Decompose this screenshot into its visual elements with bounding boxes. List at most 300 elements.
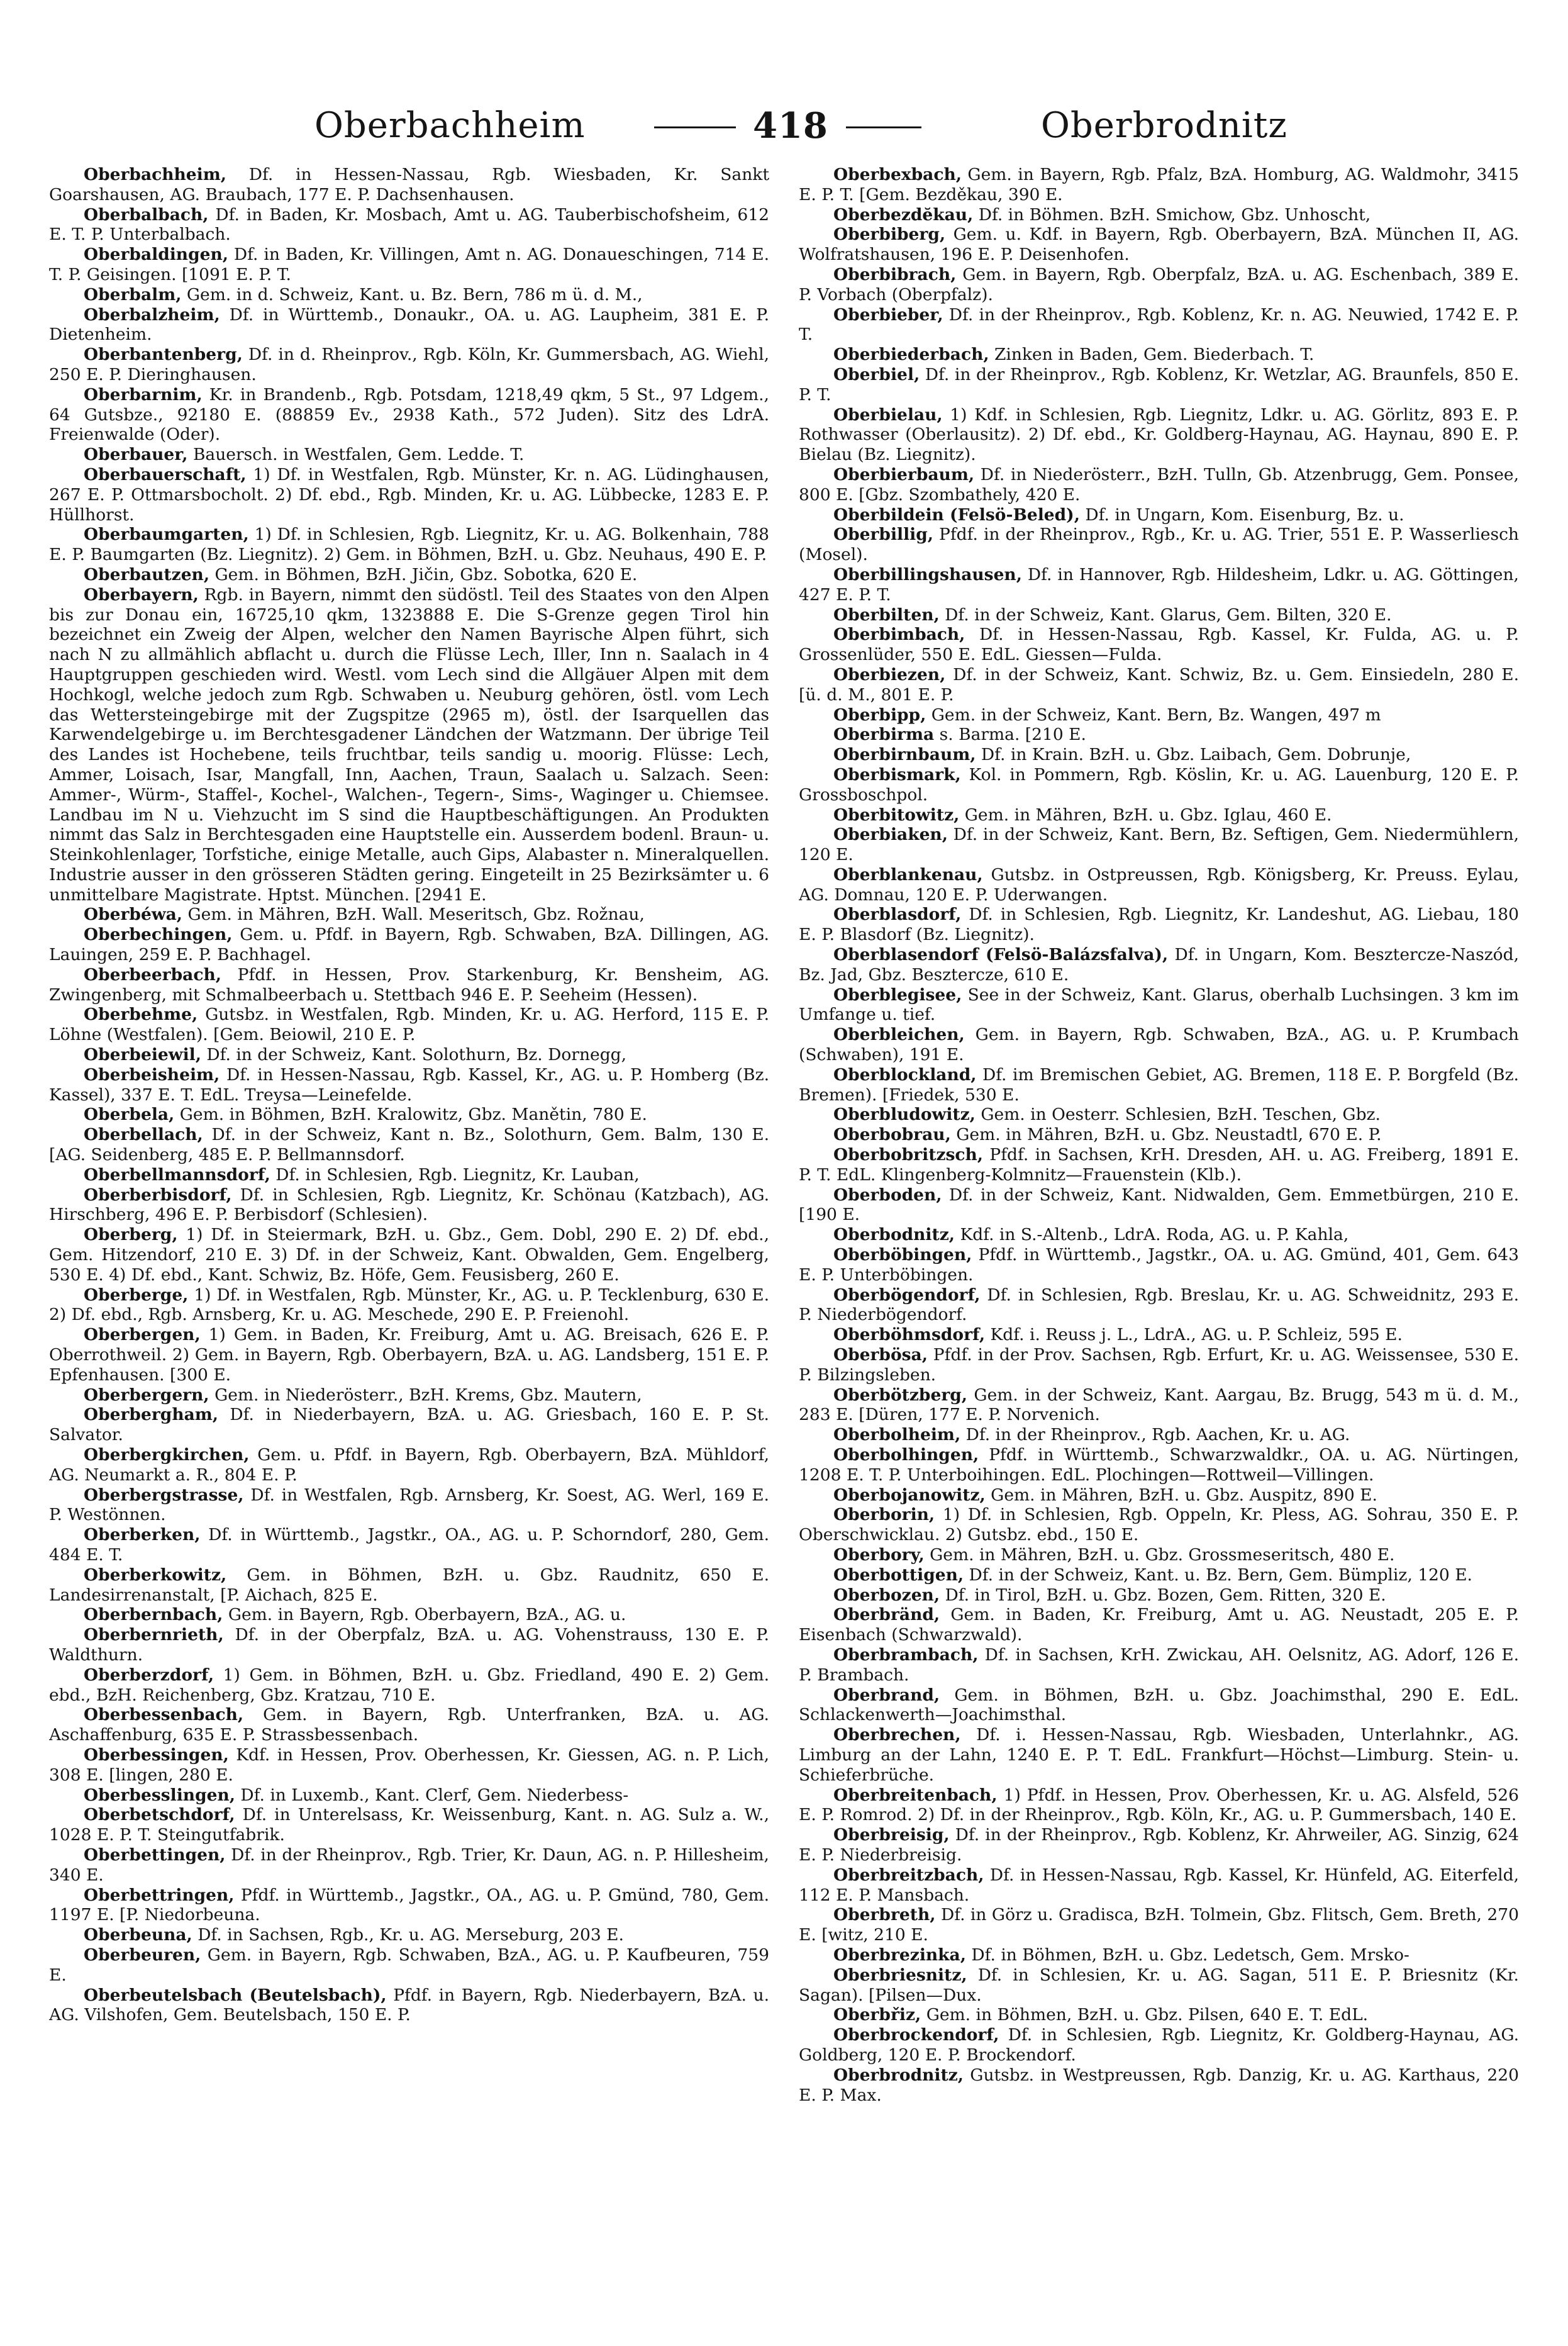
entry-text: 1) Pfdf. in Hessen, Prov. Oberhessen, Kr. u. AG. Alsfeld, 526 E. P. Romrod. 2) Df. in der Rheinprov., Rgb. Köln, Kr., AG. u. P. Gummersbach, 140 E. [799,1785,1519,1825]
gazetteer-entry [799,345,1519,365]
gazetteer-entry [49,1845,769,1885]
entry-text: Gem. in Böhmen, BzH. u. Gbz. Raudnitz, 650 E. Landesirrenanstalt, [P. Aichach, 825 E. [49,1565,769,1605]
gazetteer-entry [49,1005,769,1045]
gazetteer-entry [49,345,769,385]
entry-text: 1) Gem. in Böhmen, BzH. u. Gbz. Friedland, 490 E. 2) Gem. ebd., BzH. Reichenberg, Gbz. Kratzau, 710 E. [49,1665,769,1705]
gazetteer-entry [799,1145,1519,1185]
gazetteer-entry [49,1385,769,1405]
entry-text: Bauersch. in Westfalen, Gem. Ledde. T. [187,445,525,465]
entry-text: Df. in der Oberpfalz, BzA. u. AG. Vohenstrauss, 130 E. P. Waldthurn. [49,1625,769,1665]
entry-text: Df. in Schlesien, Kr. u. AG. Sagan, 511 E. P. Briesnitz (Kr. Sagan). [Pilsen—Dux. [799,1965,1519,2005]
entry-text: 1) Df. in Westfalen, Rgb. Münster, Kr. n. AG. Lüdinghausen, 267 E. P. Ottmarsbocholt. 2) Df. ebd., Rgb. Minden, Kr. u. AG. Lübbecke, 1283 E. P. Hüllhorst. [49,464,769,525]
entry-text: Gutsbz. in Ostpreussen, Rgb. Königsberg, Kr. Preuss. Eylau, AG. Domnau, 120 E. P. Uderwangen. [799,864,1519,905]
entry-headword: Oberbeutelsbach (Beutelsbach), [84,1985,387,2005]
entry-text: Gem. in der Schweiz, Kant. Aargau, Bz. Brugg, 543 m ü. d. M., 283 E. [Düren, 177 E. P. Norvenich. [799,1385,1519,1425]
entry-headword: Oberbéwa, [84,905,183,925]
gazetteer-entry [799,605,1519,625]
entry-text: Df. in Schlesien, Rgb. Breslau, Kr. u. AG. Schweidnitz, 293 E. P. Niederbögendorf. [799,1285,1519,1325]
gazetteer-entry [799,465,1519,505]
gazetteer-entry [799,1945,1519,1965]
entry-text: Gutsbz. in Westfalen, Rgb. Minden, Kr. u. AG. Herford, 115 E. P. Löhne (Westfalen). [Gem. Beiowil, 210 E. P. [49,1005,769,1045]
entry-text: Gem. in Bayern, Rgb. Unterfranken, BzA. u. AG. Aschaffenburg, 635 E. P. Strassbessenbach. [49,1705,769,1745]
entry-headword: Oberbeiewil, [84,1045,201,1065]
entry-headword: Oberberbisdorf, [84,1185,232,1205]
entry-headword: Oberborin, [833,1505,935,1525]
entry-text: Df. in Westfalen, Rgb. Arnsberg, Kr. Soest, AG. Werl, 169 E. P. Westönnen. [49,1485,769,1525]
entry-text: Df. in der Rheinprov., Rgb. Koblenz, Kr. Ahrweiler, AG. Sinzig, 624 E. P. Niederbreisig. [799,1825,1519,1865]
entry-headword: Oberbaumgarten, [84,525,249,545]
entry-text: Pfdf. in Württemb., Schwarzwaldkr., OA. u. AG. Nürtingen, 1208 E. T. P. Unterboihingen. EdL. Plochingen—Rottweil—Villingen. [799,1445,1519,1485]
gazetteer-entry [799,1125,1519,1145]
entry-headword: Oberbezdĕkau, [833,204,974,225]
entry-text: Gem. in Mähren, BzH. u. Gbz. Neustadtl, 670 E. P. [950,1125,1382,1145]
entry-headword: Oberbachheim, [84,165,226,184]
gazetteer-entry [799,1385,1519,1426]
gazetteer-entry [799,1505,1519,1545]
entry-text: Df. in Hannover, Rgb. Hildesheim, Ldkr. u. AG. Göttingen, 427 E. P. T. [799,564,1519,605]
entry-headword: Oberbergkirchen, [84,1445,250,1465]
entry-text: Df. in Krain. BzH. u. Gbz. Laibach, Gem. Dobrunje, [976,745,1411,765]
gazetteer-entry [49,165,769,205]
gazetteer-entry [49,1925,769,1945]
gazetteer-entry [49,1405,769,1445]
entry-headword: Oberbreitenbach, [833,1785,998,1805]
gazetteer-entry [799,2025,1519,2065]
gazetteer-entry [49,965,769,1005]
entry-headword: Oberbettingen, [84,1845,226,1865]
gazetteer-entry [49,305,769,345]
entry-text: Kr. in Brandenb., Rgb. Potsdam, 1218,49 qkm, 5 St., 97 Ldgem., 64 Gutsbze., 92180 E. (88859 Ev., 2938 Kath., 572 Juden). Sitz des LdrA. Freienwalde (Oder). [49,384,769,445]
entry-headword: Oberbobrau, [833,1125,951,1145]
gazetteer-entry [799,665,1519,705]
entry-text: Kdf. in Hessen, Prov. Oberhessen, Kr. Giessen, AG. n. P. Lich, 308 E. [lingen, 280 E. [49,1745,769,1785]
entry-headword: Oberbrezinka, [833,1945,966,1965]
entry-headword: Oberbiezen, [833,664,946,684]
entry-text: Df. in der Schweiz, Kant. Glarus, Gem. Bilten, 320 E. [939,605,1392,625]
gazetteer-entry [49,1445,769,1485]
gazetteer-entry [799,1585,1519,1606]
gazetteer-entry [799,905,1519,945]
gazetteer-entry [799,745,1519,765]
entry-headword: Oberbozen, [833,1585,940,1605]
entry-headword: Oberbibrach, [833,264,957,284]
entry-headword: Oberberkowitz, [84,1565,227,1585]
entry-headword: Oberbettringen, [84,1885,235,1905]
gazetteer-entry [799,625,1519,665]
entry-text: Df. in Böhmen, BzH. u. Gbz. Ledetsch, Gem. Mrsko- [965,1945,1410,1965]
gazetteer-entry [799,2005,1519,2025]
gazetteer-entry [799,945,1519,985]
gazetteer-entry [799,1685,1519,1726]
entry-headword: Oberbipp, [833,705,926,725]
gazetteer-entry [49,1105,769,1125]
gazetteer-entry [799,1285,1519,1326]
entry-headword: Oberbirnbaum, [833,745,976,765]
gazetteer-entry [49,385,769,445]
entry-text: Df. in Hessen-Nassau, Rgb. Kassel, Kr., AG. u. P. Homberg (Bz. Kassel), 337 E. T. EdL. Treysa—Leinefelde. [49,1064,769,1105]
entry-text: 1) Df. in Schlesien, Rgb. Oppeln, Kr. Pless, AG. Sohrau, 350 E. P. Oberschwicklau. 2) Gutsbz. ebd., 150 E. [799,1505,1519,1545]
gazetteer-entry [49,905,769,925]
gazetteer-entry [799,2065,1519,2106]
entry-headword: Oberbergham, [84,1405,219,1425]
entry-headword: Oberbessingen, [84,1745,229,1765]
gazetteer-entry [799,1225,1519,1245]
entry-headword: Oberbillig, [833,525,933,545]
gazetteer-entry [799,1425,1519,1445]
entry-headword: Oberbeuna, [84,1925,192,1945]
entry-headword: Oberbieber, [833,304,943,325]
entry-text: Gutsbz. in Westpreussen, Rgb. Danzig, Kr. u. AG. Karthaus, 220 E. P. Max. [799,2065,1519,2105]
entry-text: Gem. in Bayern, Rgb. Schwaben, BzA., AG. u. P. Krumbach (Schwaben), 191 E. [799,1025,1519,1065]
entry-headword: Oberberken, [84,1525,201,1545]
gazetteer-entry [49,1665,769,1706]
gazetteer-entry [799,825,1519,865]
entry-text: Gem. in Bayern, Rgb. Schwaben, BzA., AG. u. P. Kaufbeuren, 759 E. [49,1945,769,1985]
entry-text: Df. in der Schweiz, Kant n. Bz., Solothurn, Gem. Balm, 130 E. [AG. Seidenberg, 485 E. P. Bellmannsdorf. [49,1125,769,1165]
entry-text: Gem. in Böhmen, BzH. u. Gbz. Joachimsthal, 290 E. EdL. Schlackenwerth—Joachimsthal. [799,1685,1519,1725]
gazetteer-entry [799,805,1519,825]
entry-text: Gem. in Mähren, BzH. u. Gbz. Auspitz, 890 E. [985,1485,1377,1505]
entry-text: Gem. in Mähren, BzH. u. Gbz. Grossmeseritsch, 480 E. [924,1544,1395,1565]
gazetteer-entry [799,205,1519,225]
entry-headword: Oberblockland, [833,1064,977,1085]
entry-text: Df. in Niederösterr., BzH. Tulln, Gb. Atzenbrugg, Gem. Ponsee, 800 E. [Gbz. Szombathely, 420 E. [799,464,1519,505]
entry-headword: Oberbilten, [833,605,940,625]
entry-text: Df. in Ungarn, Kom. Besztercze-Naszód, Bz. Jad, Gbz. Besztercze, 610 E. [799,945,1519,985]
entry-headword: Oberbautzen, [84,564,210,584]
gazetteer-entry [49,525,769,565]
entry-headword: Oberbela, [84,1105,175,1125]
entry-text: Df. i. Hessen-Nassau, Rgb. Wiesbaden, Unterlahnkr., AG. Limburg an der Lahn, 1240 E. P. T. EdL. Frankfurt—Höchst—Limburg. Stein- u. Schieferbrüche. [799,1725,1519,1785]
gazetteer-entry [49,1885,769,1926]
entry-headword: Oberbřiz, [833,2005,921,2025]
gazetteer-entry [799,1545,1519,1565]
entry-headword: Oberbarnim, [84,384,203,405]
entry-headword: Oberbreisig, [833,1825,950,1845]
gazetteer-entry [49,1605,769,1625]
entry-headword: Oberbillingshausen, [833,564,1022,584]
entry-text: Df. in Görz u. Gradisca, BzH. Tolmein, Gbz. Flitsch, Gem. Breth, 270 E. [witz, 210 E. [799,1905,1519,1945]
entry-text: Gem. in Mähren, BzH. u. Gbz. Iglau, 460 E. [959,805,1332,825]
entry-headword: Oberbeisheim, [84,1064,220,1085]
entry-headword: Oberbantenberg, [84,345,243,365]
entry-text: 1) Kdf. in Schlesien, Rgb. Liegnitz, Ldkr. u. AG. Görlitz, 893 E. P. Rothwasser (Oberlausitz). 2) Df. ebd., Kr. Goldberg-Haynau, AG. Haynau, 890 E. P. Bielau (Bz. Liegnitz). [799,405,1519,465]
entry-text: Pfdf. in Sachsen, KrH. Dresden, AH. u. AG. Freiberg, 1891 E. P. T. EdL. Klingenberg-Kolmnitz—Frauenstein (Klb.). [799,1145,1519,1185]
entry-text: Df. in der Rheinprov., Rgb. Koblenz, Kr. n. AG. Neuwied, 1742 E. P. T. [799,304,1519,345]
entry-headword: Oberbetschdorf, [84,1805,235,1825]
entry-headword: Oberbreth, [833,1905,936,1925]
entry-text: Df. in Baden, Kr. Mosbach, Amt u. AG. Tauberbischofsheim, 612 E. T. P. Unterbalbach. [49,204,769,245]
entry-text: Df. in Niederbayern, BzA. u. AG. Griesbach, 160 E. P. St. Salvator. [49,1405,769,1445]
gazetteer-entry [49,585,769,905]
entry-headword: Oberbalm, [84,284,182,304]
gazetteer-entry [799,305,1519,345]
entry-headword: Oberbiaken, [833,825,948,845]
entry-headword: Oberbayern, [84,584,199,605]
gazetteer-entry [49,285,769,305]
entry-headword: Oberbellmannsdorf, [84,1165,270,1185]
gazetteer-entry [799,365,1519,405]
entry-text: Df. in Schlesien, Rgb. Liegnitz, Kr. Schönau (Katzbach), AG. Hirschberg, 496 E. P. Berbisdorf (Schlesien). [49,1185,769,1225]
entry-headword: Oberböhmsdorf, [833,1325,986,1345]
entry-headword: Oberbalbach, [84,204,209,225]
gazetteer-entry [799,765,1519,805]
entry-headword: Oberberzdorf, [84,1665,214,1685]
entry-headword: Oberbottigen, [833,1565,964,1585]
entry-headword: Oberbriesnitz, [833,1965,967,1985]
gazetteer-entry [49,1525,769,1565]
entry-headword: Oberbehme, [84,1005,198,1025]
gazetteer-entry [799,1485,1519,1505]
entry-text: Pfdf. in Württemb., Jagstkr., OA. u. AG. Gmünd, 401, Gem. 643 E. P. Unterböbingen. [799,1245,1519,1285]
entry-text: Df. in Hessen-Nassau, Rgb. Kassel, Kr. Fulda, AG. u. P. Grossenlüder, 550 E. EdL. Giessen—Fulda. [799,625,1519,665]
entry-text: Kdf. in S.-Altenb., LdrA. Roda, AG. u. P. Kahla, [955,1225,1349,1245]
entry-text: Df. in Luxemb., Kant. Clerf, Gem. Niederbess- [235,1785,629,1805]
entry-text: Df. in der Rheinprov., Rgb. Aachen, Kr. u. AG. [960,1425,1350,1445]
entry-text: Gem. u. Pfdf. in Bayern, Rgb. Oberbayern, BzA. Mühldorf, AG. Neumarkt a. R., 804 E. P. [49,1445,769,1485]
entry-headword: Oberbellach, [84,1125,203,1145]
entry-text: Gem. in Böhmen, BzH. u. Gbz. Pilsen, 640 E. T. EdL. [921,2005,1369,2025]
entry-text: Df. im Bremischen Gebiet, AG. Bremen, 118 E. P. Borgfeld (Bz. Bremen). [Friedek, 530 E. [799,1064,1519,1105]
gazetteer-entry [49,1285,769,1326]
entry-text: Gem. u. Kdf. in Bayern, Rgb. Oberbayern, BzA. München II, AG. Wolfratshausen, 196 E. P. Deisenhofen. [799,225,1519,265]
entry-headword: Oberbechingen, [84,925,233,945]
entry-headword: Oberbiederbach, [833,345,989,365]
gazetteer-entry [49,1185,769,1226]
entry-text: Gem. u. Pfdf. in Bayern, Rgb. Schwaben, BzA. Dillingen, AG. Lauingen, 259 E. P. Bachhagel. [49,925,769,965]
entry-text: Df. in Tirol, BzH. u. Gbz. Bozen, Gem. Ritten, 320 E. [940,1585,1386,1605]
entry-headword: Oberbrodnitz, [833,2065,964,2085]
entry-text: Df. in der Rheinprov., Rgb. Koblenz, Kr. Wetzlar, AG. Braunfels, 850 E. P. T. [799,364,1519,405]
entry-text: Rgb. in Bayern, nimmt den südöstl. Teil des Staates von den Alpen bis zur Donau ein, 16725,10 qkm, 1323888 E. Die S-Grenze gegen Tirol hin bezeichnet ein Zweig der Alpen, welcher den Namen Bayrische Alpen führt, sich nach N zu allmählich abflacht u. durch die Flüsse Lech, Iller, Inn n. Saalach in 4 Hauptgruppen geschieden wird. Westl. vom Lech sind die Allgäuer Alpen mit dem Hochkogl, welche jedoch zum Rgb. Schwaben u. Neuburg gehören, östl. vom Lech das Wettersteingebirge mit der Zugspitze (2965 m), östl. der Isarquellen das Karwendelgebirge u. im Berchtesgadener Ländchen der Watzmann. Der übrige Teil des Landes ist Hochebene, teils fruchtbar, teils sandig u. moorig. Flüsse: Lech, Ammer, Loisach, Isar, Mangfall, Inn, Aachen, Traun, Saalach u. Salzach. Seen: Ammer-, Würm-, Staffel-, Kochel-, Walchen-, Tegern-, Sims-, Waginger u. Chiemsee. Landbau im N u. Viehzucht im S sind die Hauptbeschäftigungen. An Produkten nimmt das Salz in Berchtesgaden eine Hauptstelle ein. Ausserdem bodenl. Braun- u. Steinkohlenlager, Torfstiche, einige Metalle, auch Gips, Alabaster n. Mineralquellen. Industrie ausser in den grösseren Städten gering. Eingeteilt in 25 Bezirksämter u. 6 unmittelbare Magistrate. Hptst. München. [2941 E. [49,584,769,905]
entry-headword: Oberbismark, [833,764,961,785]
entry-headword: Oberbleichen, [833,1025,965,1045]
entry-headword: Oberbalzheim, [84,304,220,325]
gazetteer-entry [799,1325,1519,1345]
entry-headword: Oberbolhingen, [833,1445,979,1465]
entry-headword: Oberbielau, [833,405,943,425]
entry-headword: Oberbergern, [84,1385,209,1405]
gazetteer-entry [49,1785,769,1806]
entry-text: Df. in Unterelsass, Kr. Weissenburg, Kant. n. AG. Sulz a. W., 1028 E. P. T. Steingutfabrik. [49,1805,769,1845]
gazetteer-entry [49,1945,769,1986]
entry-text: Kol. in Pommern, Rgb. Köslin, Kr. u. AG. Lauenburg, 120 E. P. Grossboschpol. [799,764,1519,805]
entry-headword: Oberbexbach, [833,165,962,184]
gazetteer-entry [799,865,1519,905]
gazetteer-entry [49,1485,769,1526]
entry-text: Gem. in Bayern, Rgb. Oberbayern, BzA., AG. u. [223,1605,626,1625]
gazetteer-entry [799,1605,1519,1645]
entry-headword: Oberbrand, [833,1685,940,1705]
entry-text: Gem. in d. Schweiz, Kant. u. Bz. Bern, 786 m ü. d. M., [181,284,643,304]
entry-text: Pfdf. in der Prov. Sachsen, Rgb. Erfurt, Kr. u. AG. Weissensee, 530 E. P. Bilzingsleben. [799,1345,1519,1385]
entry-headword: Oberbrambach, [833,1645,979,1665]
gazetteer-entry [799,1565,1519,1585]
entry-headword: Oberblasendorf (Felsö-Balázsfalva), [833,945,1169,965]
entry-headword: Oberbögendorf, [833,1285,981,1305]
entry-headword: Oberbernrieth, [84,1625,224,1645]
gazetteer-entry [799,1105,1519,1125]
entry-text: 1) Df. in Westfalen, Rgb. Münster, Kr., AG. u. P. Tecklenburg, 630 E. 2) Df. ebd., Rgb. Arnsberg, Kr. u. AG. Meschede, 290 E. P. Freienohl. [49,1285,769,1325]
gazetteer-entry [799,225,1519,265]
page-header [0,94,1568,157]
entry-text: Df. in Ungarn, Kom. Eisenburg, Bz. u. [1079,505,1404,525]
entry-text: Gem. in Niederösterr., BzH. Krems, Gbz. Mautern, [209,1385,642,1405]
entry-text: Df. in Schlesien, Rgb. Liegnitz, Kr. Lauban, [270,1165,640,1185]
gazetteer-entry [799,505,1519,525]
gazetteer-entry [799,1965,1519,2006]
page-number: 418 [753,105,828,147]
entry-text: s. Barma. [210 E. [934,725,1086,745]
entry-headword: Oberbauerschaft, [84,464,247,484]
entry-text: Df. in der Schweiz, Kant. Schwiz, Bz. u. Gem. Einsiedeln, 280 E. [ü. d. M., 801 E. P. [799,664,1519,705]
entry-headword: Oberbory, [833,1544,925,1565]
entry-text: Df. in d. Rheinprov., Rgb. Köln, Kr. Gummersbach, AG. Wiehl, 250 E. P. Dieringhausen. [49,345,769,384]
entry-headword: Oberbodnitz, [833,1225,955,1245]
gazetteer-entry [49,1565,769,1606]
gazetteer-entry [799,265,1519,305]
entry-headword: Oberberge, [84,1285,189,1305]
entry-text: Gem. in der Schweiz, Kant. Bern, Bz. Wangen, 497 m [926,705,1381,725]
header-rule-right [846,126,921,128]
entry-text: Df. in Sachsen, Rgb., Kr. u. AG. Merseburg, 203 E. [192,1925,624,1945]
gazetteer-entry [799,1185,1519,1226]
entry-headword: Oberbludowitz, [833,1105,976,1125]
gazetteer-entry [49,1325,769,1385]
gazetteer-entry [799,405,1519,465]
gazetteer-entry [49,1986,769,2026]
running-head-left: Oberbachheim [314,105,586,146]
gazetteer-entry [49,1225,769,1285]
entry-headword: Oberbitowitz, [833,805,960,825]
gazetteer-entry [799,1025,1519,1065]
entry-headword: Oberbierbaum, [833,464,975,484]
entry-text: Df. in Hessen-Nassau, Rgb. Wiesbaden, Kr. Sankt Goarshausen, AG. Braubach, 177 E. P. Dachsenhausen. [49,165,769,204]
gazetteer-entry [49,1125,769,1165]
gazetteer-entry [799,1065,1519,1105]
entry-headword: Oberbauer, [84,445,188,465]
running-head-right: Oberbrodnitz [1041,105,1287,146]
gazetteer-entry [49,1625,769,1665]
entry-text: Zinken in Baden, Gem. Biederbach. T. [989,345,1315,365]
gazetteer-entry [49,245,769,285]
entry-headword: Oberbösa, [833,1345,928,1365]
entry-headword: Oberbrechen, [833,1725,961,1745]
gazetteer-entry [799,1905,1519,1945]
entry-text: Df. in Hessen-Nassau, Rgb. Kassel, Kr. Hünfeld, AG. Eiterfeld, 112 E. P. Mansbach. [799,1865,1519,1905]
entry-headword: Oberbergen, [84,1325,201,1345]
entry-text: Df. in Schlesien, Rgb. Liegnitz, Kr. Landeshut, AG. Liebau, 180 E. P. Blasdorf (Bz. Liegnitz). [799,905,1519,945]
entry-text: Df. in der Schweiz, Kant. u. Bz. Bern, Gem. Bümpliz, 120 E. [964,1565,1472,1585]
entry-headword: Oberbolheim, [833,1425,961,1445]
gazetteer-entry [49,565,769,585]
gazetteer-entry [799,705,1519,725]
entry-text: Df. in Böhmen. BzH. Smichow, Gbz. Unhoscht, [973,204,1371,225]
left-column [49,165,769,2329]
entry-text: Gem. in Mähren, BzH. Wall. Meseritsch, Gbz. Rožnau, [182,905,645,925]
gazetteer-entry [799,1865,1519,1906]
gazetteer-entry [49,1045,769,1065]
entry-text: Pfdf. in der Rheinprov., Rgb., Kr. u. AG. Trier, 551 E. P. Wasserliesch (Mosel). [799,525,1519,565]
right-column [799,165,1519,2329]
gazetteer-entry [49,205,769,245]
gazetteer-entry [799,525,1519,565]
entry-headword: Oberbernbach, [84,1605,223,1625]
entry-headword: Oberbrockendorf, [833,2025,999,2045]
entry-headword: Oberböbingen, [833,1245,972,1265]
entry-headword: Oberbimbach, [833,625,965,645]
entry-headword: Oberbobritzsch, [833,1145,984,1165]
entry-headword: Oberbesslingen, [84,1785,235,1805]
entry-text: Df. in der Schweiz, Kant. Bern, Bz. Seftigen, Gem. Niedermühlern, 120 E. [799,825,1519,865]
entry-text: Pfdf. in Hessen, Prov. Starkenburg, Kr. Bensheim, AG. Zwingenberg, mit Schmalbeerbach u. Stettbach 946 E. P. Seeheim (Hessen). [49,964,769,1005]
gazetteer-entry [799,565,1519,605]
gazetteer-entry [49,1065,769,1105]
gazetteer-entry [799,1725,1519,1785]
entry-headword: Oberbötzberg, [833,1385,968,1405]
entry-headword: Oberbiberg, [833,225,946,245]
entry-text: Df. in der Rheinprov., Rgb. Trier, Kr. Daun, AG. n. P. Hillesheim, 340 E. [49,1845,769,1885]
entry-text: Df. in Baden, Kr. Villingen, Amt n. AG. Donaueschingen, 714 E. T. P. Geisingen. [1091 E. P. T. [49,245,769,284]
gazetteer-entry [49,925,769,965]
header-rule-left [654,126,736,128]
entry-headword: Oberbeerbach, [84,964,221,985]
entry-text: 1) Gem. in Baden, Kr. Freiburg, Amt u. AG. Breisach, 626 E. P. Oberrothweil. 2) Gem. in Bayern, Rgb. Oberbayern, BzA. u. AG. Landsberg, 151 E. P. Epfenhausen. [300 E. [49,1325,769,1385]
entry-text: 1) Df. in Steiermark, BzH. u. Gbz., Gem. Dobl, 290 E. 2) Df. ebd., Gem. Hitzendorf, 210 E. 3) Df. in der Schweiz, Kant. Obwalden, Gem. Engelberg, 530 E. 4) Df. ebd., Kant. Schwiz, Bz. Höfe, Gem. Feusisberg, 260 E. [49,1225,769,1285]
entry-text: Df. in der Schweiz, Kant. Solothurn, Bz. Dornegg, [201,1045,627,1065]
gazetteer-entry [49,1805,769,1845]
gazetteer-entry [799,1445,1519,1485]
gazetteer-entry [49,1165,769,1185]
entry-text: Gem. in Bayern, Rgb. Pfalz, BzA. Homburg, AG. Waldmohr, 3415 E. P. T. [Gem. Bezděkau, 390 E. [799,165,1519,204]
entry-headword: Oberblankenau, [833,864,983,885]
gazetteer-entry [799,1785,1519,1826]
gazetteer-entry [799,1245,1519,1285]
gazetteer-entry [49,1705,769,1745]
entry-text: Df. in Württemb., Donaukr., OA. u. AG. Laupheim, 381 E. P. Dietenheim. [49,304,769,345]
entry-text: See in der Schweiz, Kant. Glarus, oberhalb Luchsingen. 3 km im Umfange u. tief. [799,985,1519,1025]
gazetteer-entry [799,985,1519,1025]
gazetteer-entry [799,1645,1519,1685]
entry-headword: Oberbaldingen, [84,245,228,265]
entry-text: Df. in Sachsen, KrH. Zwickau, AH. Oelsnitz, AG. Adorf, 126 E. P. Brambach. [799,1645,1519,1685]
entry-headword: Oberbirma [833,725,935,745]
entry-headword: Oberbessenbach, [84,1705,244,1725]
entry-text: Kdf. i. Reuss j. L., LdrA., AG. u. P. Schleiz, 595 E. [985,1325,1403,1345]
gazetteer-entry [799,725,1519,745]
entry-headword: Oberbränd, [833,1605,940,1625]
entry-headword: Oberbojanowitz, [833,1485,986,1505]
gazetteer-entry [49,1745,769,1785]
entry-headword: Oberboden, [833,1185,942,1205]
gazetteer-entry [799,1345,1519,1385]
entry-headword: Oberbildein (Felsö-Beled), [833,505,1080,525]
entry-text: Gem. in Bayern, Rgb. Oberpfalz, BzA. u. AG. Eschenbach, 389 E. P. Vorbach (Oberpfalz). [799,264,1519,304]
entry-text: Gem. in Oesterr. Schlesien, BzH. Teschen, Gbz. [975,1105,1381,1125]
entry-headword: Oberbeuren, [84,1945,201,1965]
gazetteer-entry [49,445,769,465]
entry-headword: Oberblegisee, [833,985,962,1005]
gazetteer-entry [49,465,769,525]
gazetteer-entry [799,165,1519,205]
entry-text: Df. in Württemb., Jagstkr., OA., AG. u. P. Schorndorf, 280, Gem. 484 E. T. [49,1525,769,1565]
entry-headword: Oberbreitzbach, [833,1865,984,1885]
entry-text: 1) Df. in Schlesien, Rgb. Liegnitz, Kr. u. AG. Bolkenhain, 788 E. P. Baumgarten (Bz. Liegnitz). 2) Gem. in Böhmen, BzH. u. Gbz. Neuhaus, 490 E. P. [49,525,769,565]
entry-text: Df. in der Schweiz, Kant. Nidwalden, Gem. Emmetbürgen, 210 E. [190 E. [799,1185,1519,1225]
entry-headword: Oberberg, [84,1225,178,1245]
entry-headword: Oberblasdorf, [833,905,962,925]
entry-text: Pfdf. in Württemb., Jagstkr., OA., AG. u. P. Gmünd, 780, Gem. 1197 E. [P. Niedorbeuna. [49,1885,769,1925]
